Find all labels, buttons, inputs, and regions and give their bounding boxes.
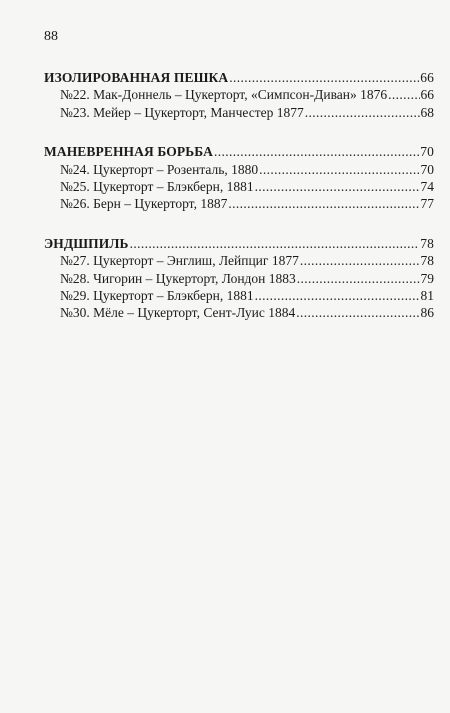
toc-entry[interactable] xyxy=(44,287,434,304)
toc-entry[interactable] xyxy=(44,161,434,178)
section-heading[interactable] xyxy=(44,143,434,160)
dot-leader xyxy=(228,195,419,212)
dot-leader xyxy=(214,143,419,160)
section-title: ИЗОЛИРОВАННАЯ ПЕШКА xyxy=(44,70,229,85)
entry-label: №26. Берн – Цукерторт, 1887 xyxy=(60,196,228,212)
dot-leader xyxy=(259,161,419,178)
toc-entry[interactable] xyxy=(44,86,434,103)
dot-leader xyxy=(229,69,419,86)
entry-label: №22. Мак-Доннель – Цукерторт, «Симпсон-Диван» 1876 xyxy=(60,87,388,103)
section-heading[interactable] xyxy=(44,69,434,86)
page-number: 88 xyxy=(44,29,58,44)
entry-page: 79 xyxy=(420,270,434,286)
section-page: 78 xyxy=(420,235,434,251)
entry-page: 86 xyxy=(420,305,434,321)
entry-page: 68 xyxy=(420,104,434,120)
entry-page: 70 xyxy=(420,161,434,177)
dot-leader xyxy=(388,86,419,103)
section-title: МАНЕВРЕННАЯ БОРЬБА xyxy=(44,144,213,160)
entry-label: №25. Цукерторт – Блэкберн, 1881 xyxy=(60,179,254,195)
dot-leader xyxy=(255,178,420,195)
toc-section-endgame xyxy=(44,235,434,322)
toc-section-maneuvering xyxy=(44,143,434,213)
section-heading[interactable] xyxy=(44,235,434,252)
entry-page: 66 xyxy=(420,87,434,103)
table-of-contents xyxy=(44,69,434,344)
toc-entry[interactable] xyxy=(44,195,434,212)
toc-entry[interactable] xyxy=(44,252,434,269)
toc-section-isolated-pawn xyxy=(44,69,434,121)
toc-entry[interactable] xyxy=(44,270,434,287)
section-page: 66 xyxy=(420,70,434,85)
entry-label: №29. Цукерторт – Блэкберн, 1881 xyxy=(60,288,254,304)
entry-label: №27. Цукерторт – Энглиш, Лейпциг 1877 xyxy=(60,253,299,269)
section-page: 70 xyxy=(420,144,434,160)
section-title: ЭНДШПИЛЬ xyxy=(44,235,129,251)
dot-leader xyxy=(296,304,419,321)
dot-leader xyxy=(297,270,420,287)
entry-page: 74 xyxy=(420,179,434,195)
dot-leader xyxy=(130,235,420,252)
entry-label: №30. Мёле – Цукерторт, Сент-Луис 1884 xyxy=(60,305,296,321)
toc-entry[interactable] xyxy=(44,178,434,195)
entry-page: 78 xyxy=(420,253,434,269)
entry-page: 77 xyxy=(420,196,434,212)
entry-label: №24. Цукерторт – Розенталь, 1880 xyxy=(60,161,259,177)
dot-leader xyxy=(305,104,420,121)
dot-leader xyxy=(255,287,420,304)
dot-leader xyxy=(300,252,420,269)
toc-entry[interactable] xyxy=(44,104,434,121)
entry-label: №23. Мейер – Цукерторт, Манчестер 1877 xyxy=(60,104,304,120)
entry-page: 81 xyxy=(420,288,434,304)
toc-entry[interactable] xyxy=(44,304,434,321)
entry-label: №28. Чигорин – Цукерторт, Лондон 1883 xyxy=(60,270,296,286)
